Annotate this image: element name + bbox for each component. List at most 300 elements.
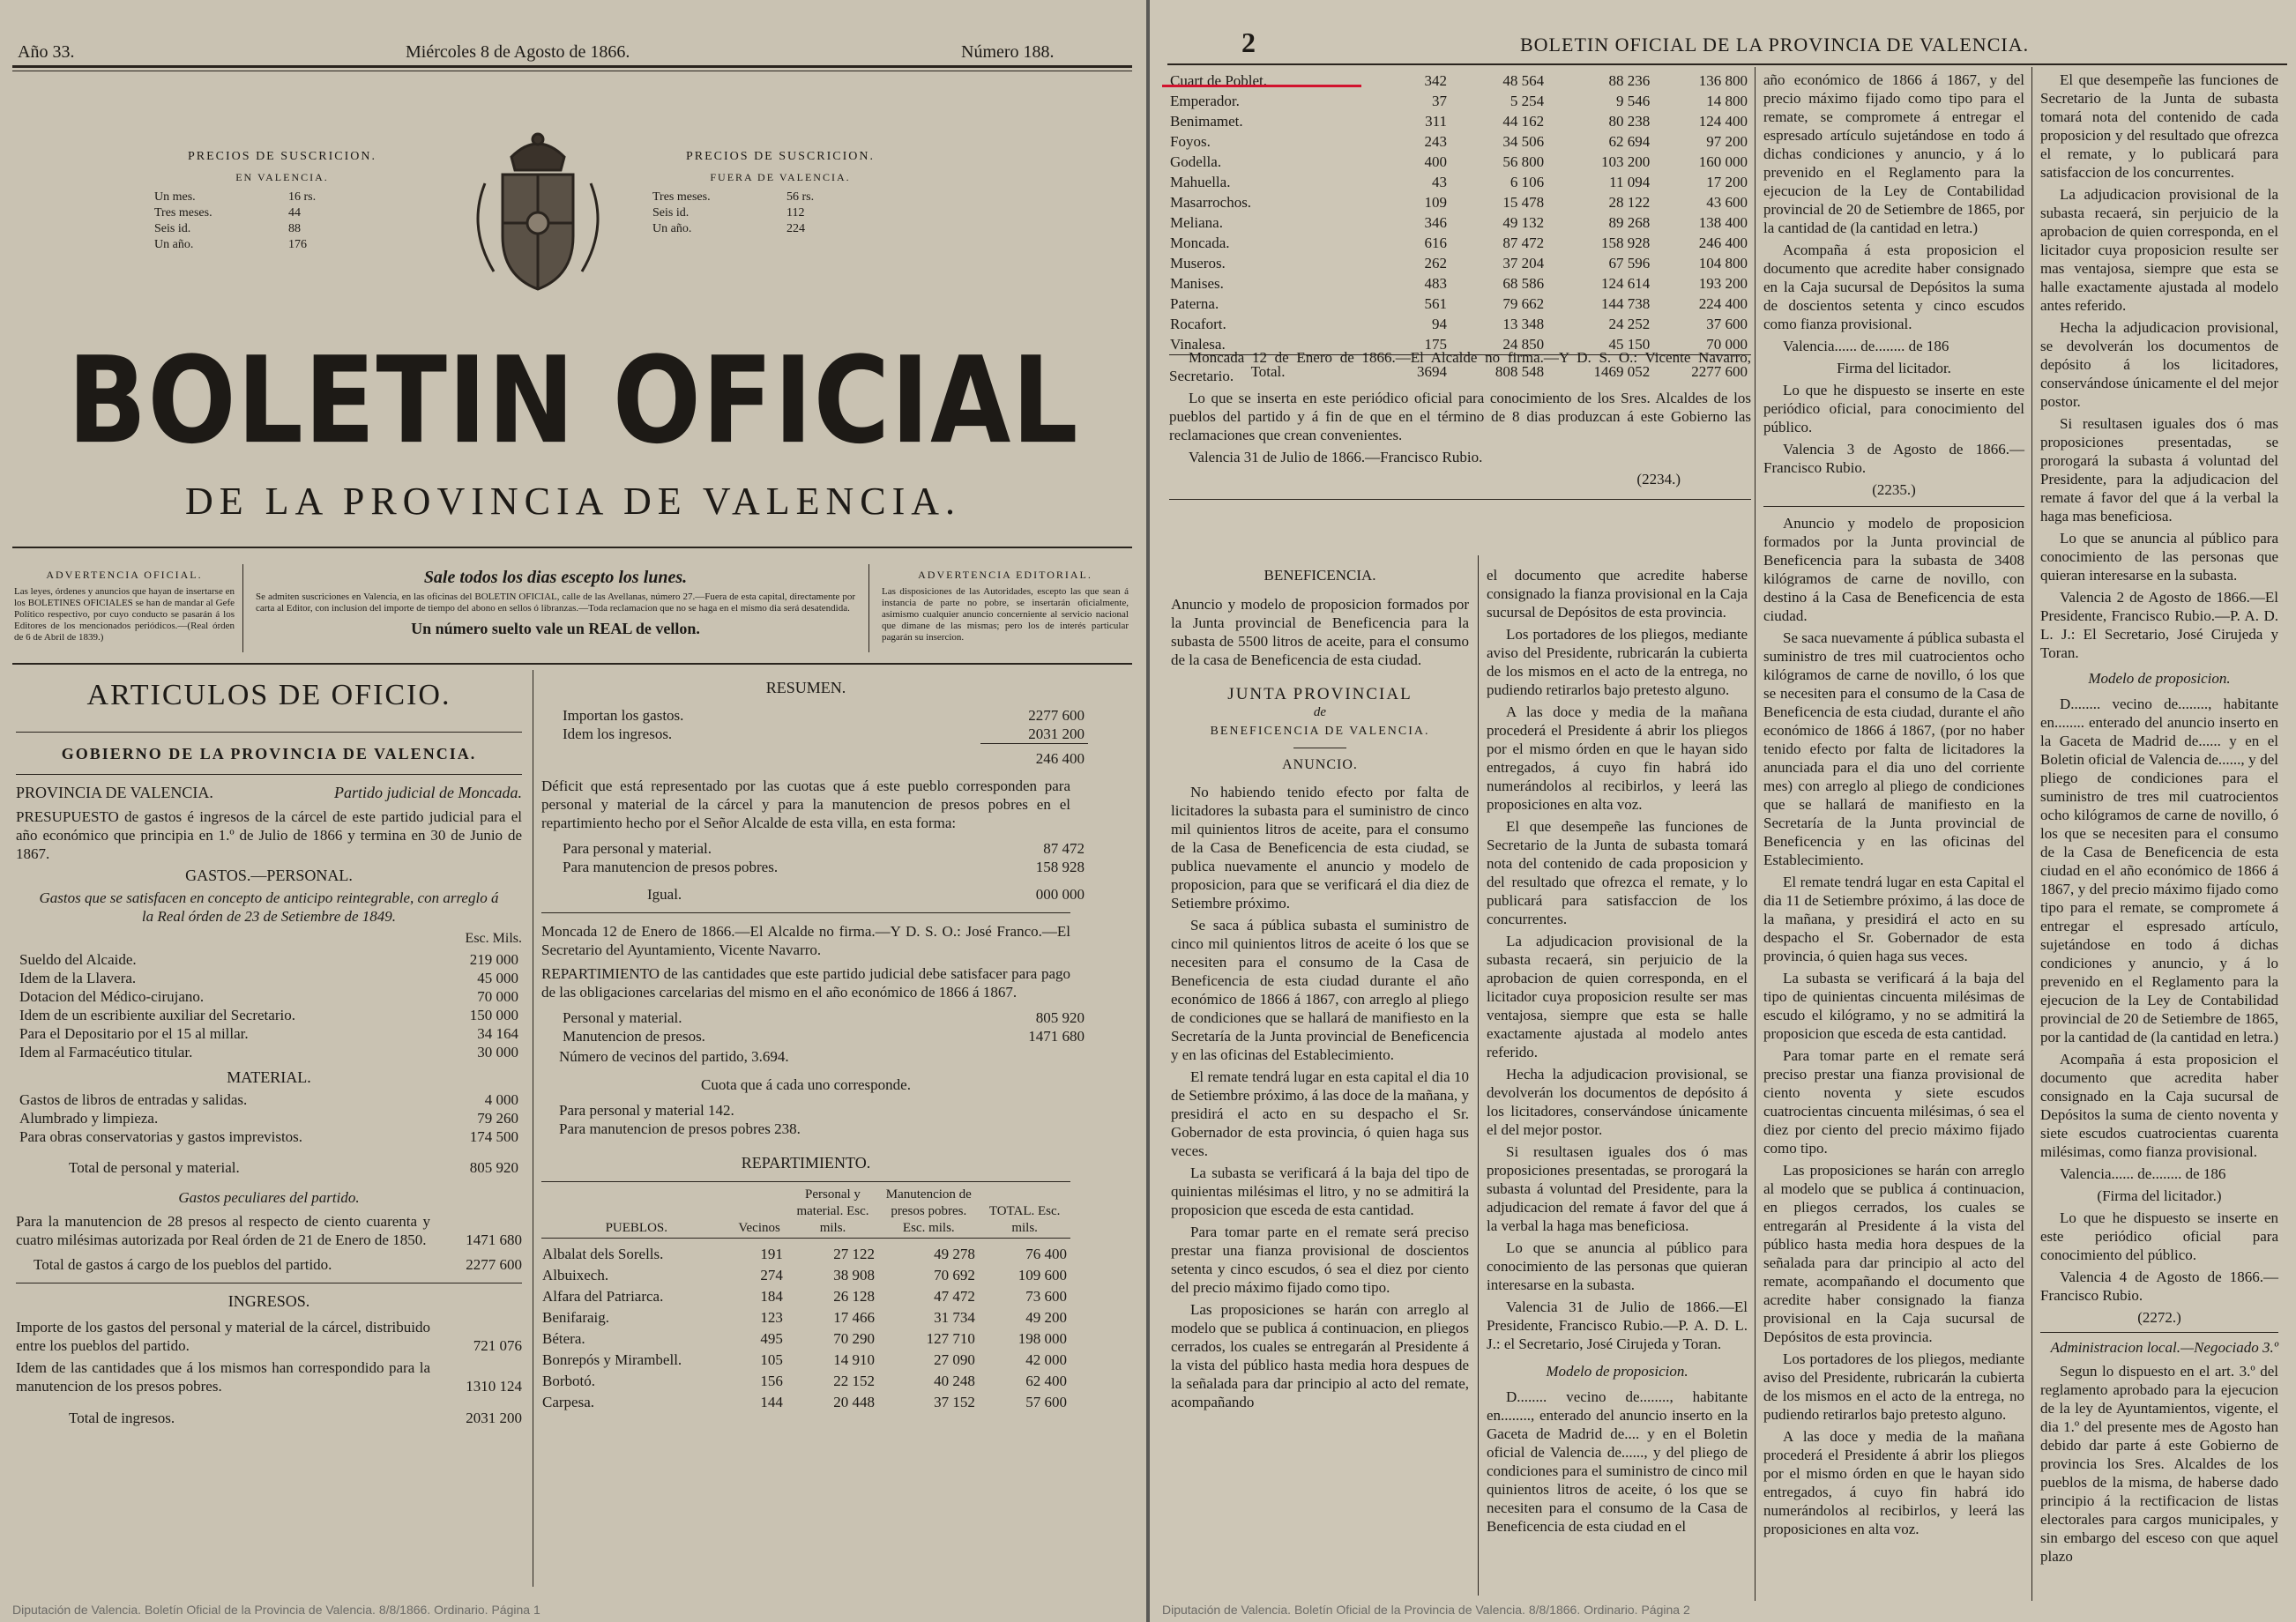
notice-center-title: Sale todos los dias escepto los lunes. [423,568,688,587]
paragraph: Anuncio y modelo de proposicion formados por la Junta provincial de Beneficencia para la subasta de 3408 kilógramos de carne de novillo, con destino á la Casa de Beneficencia de esta ciudad. [1763,515,2024,624]
ledger-label: Igual. [647,886,682,903]
ledger-value: 219 000 [469,951,518,968]
vecinos-text: Número de vecinos del partido, 3.694. [559,1048,789,1065]
subscription-fuera-table [652,190,815,237]
cell-man: 88 236 [1608,72,1651,89]
ledger-value: 000 000 [1035,886,1085,903]
paragraph: No habiendo tenido efecto por falta de licitadores la subasta para el suministro de cinco mil quinientos litros de aceite, para el consumo de la Casa de Beneficencia de esta ciudad, se publica nuevamente el anuncio y modelo de proposicion, para que se verificará el dia diez de Setiembre próximo. [1171,784,1469,911]
table-row [1169,152,1751,172]
cell-vec: 184 [760,1288,783,1305]
total-gastos-label: Total de gastos á cargo de los pueblos del partido. [34,1256,332,1273]
rule [1169,499,1751,500]
cell-name: Emperador. [1170,93,1240,109]
rule [541,912,1070,913]
ingresos-title: INGRESOS. [227,1292,310,1310]
total-cell-per: 808 548 [1450,355,1547,383]
cell-tot: 73 600 [1025,1288,1067,1305]
ledger-label: Manutencion de presos. [563,1028,705,1045]
cell-name: Rocafort. [1170,316,1226,332]
ledger-value: 45 000 [477,970,518,986]
cell-man: 103 200 [1601,153,1651,170]
intro-text: PRESUPUESTO de gastos é ingresos de la cárcel de este partido judicial para el año económico que principia en 1.º de Julio de 1866 y termina en 30 de Junio de 1867. [16,808,522,862]
subscription-valencia-table [153,190,317,253]
peculiares-title: Gastos peculiares del partido. [178,1189,360,1206]
notice-oficial-title: ADVERTENCIA OFICIAL. [46,569,203,581]
personal-table [16,950,522,1061]
notice-center-text: Se admiten suscriciones en Valencia, en las oficinas del BOLETIN OFICIAL, calle de las Avellanas, número 27.—Fuera de esta capital, directamente por carta al Editor, con inclusion del importe de tiempo del abono en sellos ó libranzas.—Toda reclamacion que no se haga en el mismo dia será desatendida. [256,592,855,614]
paragraph: Si resultasen iguales dos ó mas proposiciones presentadas, se prorogará la subasta á voluntad del Presidente, para la adjudicacion del remate á favor del que á la verbal la haga mas beneficiosa. [1487,1143,1748,1234]
subscription-subtitle: EN VALENCIA. [235,171,329,183]
ledger-label: Para obras conservatorias y gastos imprevistos. [19,1128,303,1145]
page-number: 2 [1241,26,1256,58]
cell-per: 5 254 [1510,93,1545,109]
section-rule [16,732,522,733]
resumen-title: RESUMEN. [765,679,846,696]
cell-per: 14 910 [833,1351,875,1368]
ledger-label: Dotacion del Médico-cirujano. [19,988,205,1005]
cell-name: Masarrochos. [1170,194,1252,211]
ledger-value: 87 472 [1043,840,1085,857]
paragraph: Los portadores de los pliegos, mediante aviso del Presidente, rubricarán la cubierta de los mismos en el acto de la entrega, no pudiendo retirarlos bajo pretesto alguno. [1763,1350,2024,1423]
cell-tot: 138 400 [1698,214,1748,231]
ledger-row [16,950,522,969]
cell-per: 26 128 [833,1288,875,1305]
cell-tot: 109 600 [1018,1267,1067,1283]
paragraph: Si resultasen iguales dos ó mas proposiciones presentadas, se prorogará la subasta á voluntad del Presidente, para la adjudicacion del remate á favor del que á la verbal la haga mas beneficiosa. [2040,415,2278,525]
table-row [1169,71,1751,91]
ledger-row [16,1024,522,1043]
subscription-label: Seis id. [652,206,690,219]
cell-per: 38 908 [833,1267,875,1283]
section-title: ARTICULOS DE OFICIO. [86,679,451,711]
highlight-underline [1162,85,1361,87]
cell-vec: 262 [1424,255,1447,272]
cell-per: 48 564 [1502,72,1545,89]
cell-name: Albuixech. [542,1267,609,1283]
col3 [1763,71,2024,1542]
ledger-label: Idem al Farmacéutico titular. [19,1044,193,1060]
total-cell-vec: 3694 [1369,355,1450,383]
ledger-row [16,1109,522,1127]
table-row [1169,212,1751,233]
reference-number: (2272.) [2137,1309,2181,1326]
cuota-row: Para personal y material 142. [559,1102,734,1119]
cell-vec: 144 [760,1394,783,1410]
masthead-rule [12,547,1132,548]
table-row [541,1244,1070,1265]
cell-vec: 94 [1431,316,1447,332]
cell-man: 31 734 [934,1309,975,1326]
paragraph: El remate tendrá lugar en esta capital el dia 10 de Setiembre próximo, á las doce de la mañana, y presidirá el acto en su despacho el Sr. Gobernador de esta provincia, ó quien haga sus veces. [1171,1068,1469,1159]
notice-oficial [14,569,235,644]
ledger-value: 79 260 [477,1110,518,1127]
right-column [541,679,1085,1413]
cell-name: Benimamet. [1170,113,1243,130]
signature-line: (Firma del licitador.) [2097,1187,2222,1204]
paragraph: Los portadores de los pliegos, mediante aviso del Presidente, rubricarán la cubierta de los mismos en el acto de la entrega, no pudiendo retirarlos bajo pretesto alguno. [1487,626,1748,698]
gastos-note: Gastos que se satisfacen en concepto de anticipo reintegrable, con arreglo á la Real órden de 23 de Setiembre de 1849. [39,889,499,925]
paragraph: Valencia 3 de Agosto de 1866.—Francisco Rubio. [1763,441,2024,476]
issue-year: Año 33. [18,42,75,62]
subscription-title: PRECIOS DE SUSCRICION. [686,150,875,163]
total-gastos-row [16,1256,522,1274]
cell-vec: 105 [760,1351,783,1368]
cell-man: 40 248 [934,1373,975,1389]
gov-title: GOBIERNO DE LA PROVINCIA DE VALENCIA. [61,745,477,763]
table-row [1169,131,1751,152]
cell-vec: 43 [1431,174,1447,190]
table-row [1169,314,1751,334]
masthead-title: BOLETIN OFICIAL [67,330,1079,471]
cell-vec: 495 [760,1330,783,1347]
subscription-row [153,205,317,221]
ledger-label: Sueldo del Alcaide. [19,951,137,968]
rule [1763,506,2024,507]
ledger-label: Personal y material. [563,1009,682,1026]
admin-title: Administracion local.—Negociado 3.º [2050,1339,2278,1356]
cell-name: Alfara del Patriarca. [542,1288,664,1305]
paragraph: Acompaña á esta proposicion el documento que acredita haber consignado en la Caja sucursal de Depósitos la suma de ciento noventa y siete escudos cuatrocientas cuarenta milésimas, como fianza provisional. [2040,1051,2278,1160]
ledger-row [559,725,1088,744]
cell-tot: 62 400 [1025,1373,1067,1389]
paragraph: El remate tendrá lugar en esta Capital el dia 11 de Setiembre próximo, á las doce de la mañana, y presidirá el acto en su despacho el Sr. Gobernador de esta provincia, ó quien haga sus veces. [1763,874,2024,964]
cell-man: 124 614 [1601,275,1651,292]
table-row [541,1392,1070,1413]
cell-name: Vinalesa. [1170,336,1226,353]
junta-de: de [1313,705,1327,719]
paragraph: La adjudicacion provisional de la subasta recaerá, sin perjuicio de la aprobacion de quien corresponda, en el licitador cuya proposicion resulte ser mas ventajosa, siempre que esta se halle exactamente ajustada al modelo antes referido. [1487,933,1748,1060]
junta-subtitle: BENEFICENCIA DE VALENCIA. [1210,725,1430,738]
subscription-value: 44 [288,206,301,219]
paragraph: Segun lo dispuesto en el art. 3.º del reglamento aprobado para la ejecucion de la ley de Ayuntamientos, vigente, el dia 1.º del presente mes de Agosto han debido dar parte á este Gobierno de provincia los Sres. Alcaldes de los pueblos de la misma, de haberse dado principio á la rectificacion de listas electorales para cargos municipales, y sin embargo del esceso con que aquel plazo [2040,1363,2278,1565]
cell-per: 87 472 [1502,234,1545,251]
cell-vec: 109 [1424,194,1447,211]
subscription-title: PRECIOS DE SUSCRICION. [188,150,376,163]
cell-tot: 70 000 [1706,336,1748,353]
ledger-label: Idem de un escribiente auxiliar del Secretario. [19,1007,295,1023]
ledger-value: 1471 680 [1028,1028,1085,1045]
cell-name: Paterna. [1170,295,1219,312]
cell-name: Godella. [1170,153,1222,170]
reference-number: (2234.) [1636,471,1681,487]
subscription-value: 112 [786,206,805,219]
cell-per: 79 662 [1502,295,1545,312]
ledger-label: Para personal y material. [563,840,712,857]
paragraph: Lo que se anuncia al público para conocimiento de las personas que quieran interesarse en la subasta. [2040,530,2278,584]
cell-tot: 160 000 [1698,153,1748,170]
cell-tot: 198 000 [1018,1330,1067,1347]
cell-man: 28 122 [1608,194,1651,211]
subscription-label: Tres meses. [652,190,711,204]
subscription-row [153,190,317,205]
cell-man: 49 278 [934,1246,975,1262]
reference-number: (2235.) [1872,481,1916,498]
cell-per: 6 106 [1510,174,1545,190]
modelo-title: Modelo de proposicion. [1546,1363,1688,1380]
col4 [2040,71,2278,1569]
ledger-total-row [16,1146,522,1177]
cell-man: 70 692 [934,1267,975,1283]
cell-tot: 43 600 [1706,194,1748,211]
signature-line: Firma del licitador. [1837,360,1951,376]
cell-tot: 246 400 [1698,234,1748,251]
cell-man: 9 546 [1616,93,1651,109]
total-cell-tot: 2277 600 [1653,355,1751,383]
cell-name: Mahuella. [1170,174,1231,190]
paragraph: Acompaña á esta proposicion el documento que acredite haber consignado en la Caja sucursal de Depósitos la suma de doscientos setenta y cinco escudos como fianza provisional. [1763,242,2024,332]
column-divider [1755,67,1756,1601]
cell-man: 89 268 [1608,214,1651,231]
table-row [541,1286,1070,1307]
ledger-total-row [559,744,1088,769]
subscription-row [153,221,317,237]
cell-vec: 191 [760,1246,783,1262]
cell-vec: 274 [760,1267,783,1283]
table-row [541,1350,1070,1371]
table-row [1169,172,1751,192]
notice-editorial [882,569,1129,644]
repartimiento-table [541,1186,1070,1239]
cell-per: 37 204 [1502,255,1545,272]
cell-vec: 400 [1424,153,1447,170]
repartimiento-text: REPARTIMIENTO de las cantidades que este partido judicial debe satisfacer para pago de las obligaciones carcelarias del mismo en el año económico de 1866 á 1867. [541,965,1070,1001]
ingresos-row [16,1358,522,1395]
cell-vec: 175 [1424,336,1447,353]
peculiares-label: Para la manutencion de 28 presos al respecto de ciento cuarenta y cuatro milésimas autorizada por Real órden de 21 de Enero de 1850. [16,1213,430,1248]
cell-tot: 193 200 [1698,275,1748,292]
paragraph: Hecha la adjudicacion provisional, se devolverán los documentos de depósito á los licitadores, conservándose únicamente el del mejor postor. [1487,1066,1748,1138]
notice-oficial-text: Las leyes, órdenes y anuncios que hayan de insertarse en los BOLETINES OFICIALES se han de mandar al Gefe Político respectivo, por cuyo conducto se pasarán á los Editores de los mencionados periódicos.—(Real órden de 6 de Abril de 1839.) [14,586,235,643]
newspaper-page-2 [1150,0,2296,1622]
cell-per: 15 478 [1502,194,1545,211]
subscription-value: 88 [288,222,301,235]
continued-repartimiento-table [1169,71,1751,382]
table-row [1169,273,1751,294]
subscription-row [652,205,815,221]
paragraph: Moncada 12 de Enero de 1866.—El Alcalde no firma.—Y D. S. O.: Vicente Navarro, Secretario. [1169,349,1751,384]
notices-rule [12,663,1132,665]
paragraph: año económico de 1866 á 1867, y del precio máximo fijado como tipo para el remate, se compromete á entregar el espresado artículo sujetándose en todo á dichas condiciones y anuncio, y á lo prevenido en el Reglamento para la ejecucion de la Ley de Contabilidad provincial de 20 de Setiembre de 1865, por la cantidad de (la cantidad en letra.) [1763,71,2024,236]
cuota-title: Cuota que á cada uno corresponde. [701,1076,911,1093]
table-row [1169,192,1751,212]
cell-vec: 616 [1424,234,1447,251]
cell-vec: 346 [1424,214,1447,231]
ledger-value: 4 000 [484,1091,518,1108]
paragraph: Para tomar parte en el remate será preciso prestar una fianza provisional de doscientos setenta y cinco escudos, ó sea el diez por ciento del precio máximo fijado como tipo. [1171,1224,1469,1296]
cell-tot: 17 200 [1706,174,1748,190]
ledger-total-row [559,876,1088,904]
cell-per: 56 800 [1502,153,1545,170]
cell-name: Benifaraig. [542,1309,609,1326]
subscription-row [153,237,317,253]
cell-per: 34 506 [1502,133,1545,150]
cell-per: 17 466 [833,1309,875,1326]
col1-beneficencia [1171,566,1469,1415]
ledger-label: Alumbrado y limpieza. [19,1110,159,1127]
rule [541,1181,1070,1182]
th-manutencion: Manutencion de presos pobres. Esc. mils. [885,1187,972,1235]
paragraph: Lo que se inserta en este periódico oficial para conocimiento de los Sres. Alcaldes de los pueblos del partido y á fin de que en el término de 8 dias produzcan á este Gobierno las reclamaciones que crean convenientes. [1169,390,1751,443]
repartimiento-rows [541,1244,1070,1413]
ingresos-value: 721 076 [473,1337,522,1354]
cell-man: 45 150 [1608,336,1651,353]
cell-man: 144 738 [1601,295,1651,312]
col-head-esc: Esc. Mils. [465,931,522,946]
total-cell-name: Total. [1169,355,1369,383]
ledger-row [559,858,1088,876]
cell-tot: 136 800 [1698,72,1748,89]
table-row [541,1307,1070,1328]
cell-tot: 57 600 [1025,1394,1067,1410]
cell-per: 20 448 [833,1394,875,1410]
th-total: TOTAL. Esc. mils. [988,1204,1061,1235]
issue-date: Miércoles 8 de Agosto de 1866. [406,42,630,62]
subscription-value: 16 rs. [288,190,317,204]
paragraph: Las proposiciones se harán con arreglo al modelo que se publica á continuacion, en pliegos cerrados, los cuales se entregarán al Presidente á la vista del público hasta media hora despues de la señalada para dar principio al acto del remate, acompañando [1171,1301,1469,1410]
ledger-row [16,1006,522,1024]
ledger-row [16,1127,522,1146]
running-head: BOLETIN OFICIAL DE LA PROVINCIA DE VALENCIA. [1520,33,2030,56]
cell-man: 37 152 [934,1394,975,1410]
subscription-label: Tres meses. [154,206,212,219]
cell-name: Bonrepós y Mirambell. [542,1351,682,1368]
subscription-subtitle: FUERA DE VALENCIA. [710,171,851,183]
ledger-row [16,1090,522,1109]
table-row [541,1328,1070,1350]
paragraph: Valencia 2 de Agosto de 1866.—El Presidente, Francisco Rubio.—P. A. D. L. J.: El Secretario, José Cirujeda y Toran. [2040,589,2278,661]
cell-per: 44 162 [1502,113,1545,130]
cell-per: 70 290 [833,1330,875,1347]
cell-per: 22 152 [833,1373,875,1389]
total-ingresos-row [16,1410,522,1427]
material-title: MATERIAL. [227,1068,311,1086]
cell-name: Albalat dels Sorells. [542,1246,664,1262]
cell-man: 127 710 [926,1330,975,1347]
ledger-label: Total de personal y material. [69,1159,240,1176]
ledger-row [559,839,1088,858]
paragraph: Se saca nuevamente á pública subasta el suministro de tres mil cuatrocientos ocho kilógramos de carne de novillo, ó los que se necesiten para el consumo de la Casa de Beneficencia de esta ciudad, durante el año económico de 1866 á 1867, (por no haber tenido efecto por falta de licitadores la anunciada para el dia uno del corriente mes) con arreglo al pliego de condiciones que se hallará de manifiesto en la Secretaría de la Junta provincial de Beneficencia y en las oficinas del Establecimiento. [1763,629,2024,868]
prov-name: PROVINCIA DE VALENCIA. [16,784,213,801]
coat-of-arms-emblem [450,122,626,298]
ledger-label: Para el Depositario por el 15 al millar. [19,1025,249,1042]
ledger-value: 805 920 [469,1159,518,1176]
table-row [1169,294,1751,314]
paragraph: Valencia 31 de Julio de 1866.—Francisco Rubio. [1189,449,1483,465]
ledger-label: Para manutencion de presos pobres. [563,859,779,875]
subscription-label: Un año. [652,222,692,235]
subscription-value: 56 rs. [786,190,815,204]
page-footer: Diputación de Valencia. Boletín Oficial de la Provincia de Valencia. 8/8/1866. Ordinario. Página 2 [1162,1603,1690,1617]
col1-after-table [1169,348,1751,492]
paragraph: Se saca á pública subasta el suministro de cinco mil quinientos litros de aceite ó los que se necesiten para el consumo de la Casa de Beneficencia de esta ciudad durante el año económico de 1866 á 1867, con arreglo al pliego de condiciones que se hallará de manifiesto en la Secretaría de la Junta provincial de Beneficencia y en las oficinas del Establecimiento. [1171,917,1469,1063]
header-rule [12,65,1132,68]
paragraph: A las doce y media de la mañana procederá el Presidente á abrir los pliegos por el mismo órden en que le hayan sido entregados, á cuyo fin habrá ido numerándolos al recibirlos, y leerá las proposiciones en alta voz. [1487,703,1748,813]
newspaper-page-1 [0,0,1146,1622]
notice-center [256,568,855,638]
paragraph: La adjudicacion provisional de la subasta recaerá, sin perjuicio de la aprobacion de quien corresponda, en el licitador cuya proposicion resulte ser mas ventajosa, siempre que esta se halle exactamente ajustada al modelo antes referido. [2040,186,2278,314]
moncada-signature: Moncada 12 de Enero de 1866.—El Alcalde no firma.—Y D. S. O.: José Franco.—El Secretario del Ayuntamiento, Vicente Navarro. [541,923,1070,958]
page-footer: Diputación de Valencia. Boletín Oficial de la Provincia de Valencia. 8/8/1866. Ordinario. Página 1 [12,1603,540,1617]
cell-tot: 124 400 [1698,113,1748,130]
cell-vec: 311 [1425,113,1447,130]
ledger-value: 2031 200 [1028,725,1085,742]
anuncio-title: ANUNCIO. [1282,757,1358,772]
cell-per: 13 348 [1502,316,1545,332]
paragraph: El que desempeñe las funciones de Secretario de la Junta de subasta tomará nota del contenido de cada proposicion y del resultado que ofrezca el remate, y lo publicará para satisfaccion de los concurrentes. [1487,818,1748,927]
paragraph: Lo que se anuncia al público para conocimiento de las personas que quieran interesarse en la subasta. [1487,1239,1748,1293]
running-head-rule [1167,63,2287,65]
th-pueblos: PUEBLOS. [605,1221,667,1235]
paragraph: La subasta se verificará á la baja del tipo de quinientas cincuenta milésimas de escudo el kilógramo, y no se admitirá la proposicion que esceda de esta cantidad. [1763,970,2024,1042]
rep-title: REPARTIMIENTO. [741,1154,871,1172]
peculiares-value: 1471 680 [466,1231,522,1248]
ledger-row [16,987,522,1006]
cell-vec: 243 [1424,133,1447,150]
subscription-label: Un mes. [154,190,196,204]
deficit-text: Déficit que está representado por las cuotas que á este pueblo corresponden para personal y material de la cárcel y para la manutencion de presos pobres en el repartimiento hecho por el Señor Alcalde de esta villa, en esta forma: [541,778,1070,831]
modelo-title: Modelo de proposicion. [2088,670,2231,687]
cell-name: Manises. [1170,275,1224,292]
deficit-table [559,839,1088,904]
cell-man: 67 596 [1608,255,1651,272]
cell-per: 68 586 [1502,275,1545,292]
table-row [1169,91,1751,111]
cell-vec: 561 [1424,295,1447,312]
masthead-subtitle: DE LA PROVINCIA DE VALENCIA. [184,480,962,523]
subscription-label: Un año. [154,238,194,251]
cell-name: Carpesa. [542,1394,595,1410]
cell-vec: 156 [760,1373,783,1389]
cuota-row: Para manutencion de presos pobres 238. [559,1120,801,1137]
cell-tot: 42 000 [1025,1351,1067,1368]
cell-tot: 14 800 [1706,93,1748,109]
ledger-value: 30 000 [477,1044,518,1060]
ledger-row [559,1027,1088,1045]
paragraph: D........ vecino de........, habitante en........, enterado del anuncio inserto en la Gaceta de Madrid de.... y en el Boletin oficial de Valencia de......, y del pliego de condiciones para el suministro de cinco mil quinientos litros de aceite, ó los que se necesiten para el consumo de la Casa de Beneficencia de esta ciudad en el [1487,1388,1748,1535]
paragraph: La subasta se verificará á la baja del tipo de quinientas milésimas el litro, y no se admitirá la proposicion que esceda de esta cantidad. [1171,1164,1469,1218]
paragraph: Hecha la adjudicacion provisional, se devolverán los documentos de depósito á los licitadores, conservándose únicamente el del mejor postor. [2040,319,2278,410]
table-row [1169,111,1751,131]
paragraph: Valencia 4 de Agosto de 1866.—Francisco Rubio. [2040,1269,2278,1304]
cell-man: 47 472 [934,1288,975,1305]
ledger-value: 174 500 [469,1128,518,1145]
cell-man: 24 252 [1608,316,1651,332]
cell-tot: 37 600 [1706,316,1748,332]
column-divider [2031,67,2032,1601]
cell-vec: 342 [1424,72,1447,89]
cell-per: 27 122 [833,1246,875,1262]
table-header-row [541,1186,1070,1239]
total-ingresos-value: 2031 200 [466,1410,522,1426]
ingresos-value: 1310 124 [466,1378,522,1395]
paragraph: Valencia...... de........ de 186 [1783,338,1949,354]
subscription-label: Seis id. [154,222,191,235]
subscription-row [652,221,815,237]
cell-vec: 483 [1424,275,1447,292]
ingresos-row [16,1318,522,1355]
notice-editorial-text: Las disposiciones de las Autoridades, escepto las que sean á instancia de parte no pobre, se insertarán oficialmente, asimismo cualquier anuncio concerniente al servicio nacional que dimane de las mismas; pero los de interés particular pagarán su insercion. [882,586,1129,643]
notice-center-footer: Un número suelto vale un REAL de vellon. [411,620,700,637]
paragraph: Valencia...... de........ de 186 [2060,1165,2226,1182]
column-divider [1478,555,1479,1596]
notice-editorial-title: ADVERTENCIA EDITORIAL. [918,569,1092,581]
ledger-value: 2277 600 [1028,707,1085,724]
notice-divider [868,564,869,652]
cell-name: Foyos. [1170,133,1211,150]
table-row [1169,253,1751,273]
table-row [541,1371,1070,1392]
paragraph: Las proposiciones se harán con arreglo al modelo que se publica á continuacion, en pliegos cerrados, los cuales se entregarán al Presidente á la vista del público hasta media hora despues de la señalada para dar principio al acto del remate, acompañando el documento que acredite haber consignado la fianza provisional en la Caja sucursal de Depósitos de esta provincia. [1763,1162,2024,1345]
